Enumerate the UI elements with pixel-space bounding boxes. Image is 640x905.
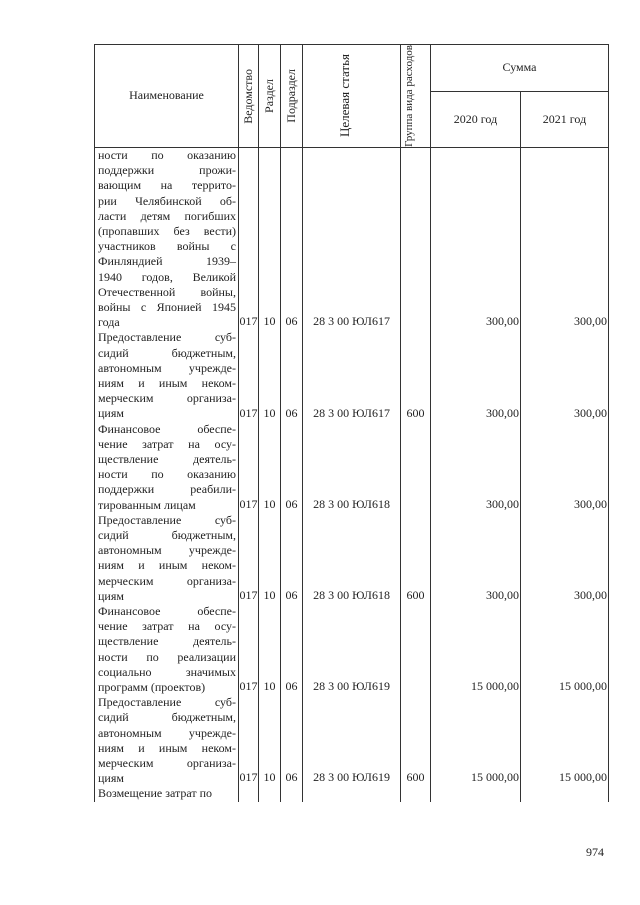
- row-tselevaya: 28 3 00 ЮЛ618: [303, 513, 401, 604]
- row-name: [95, 147, 239, 330]
- header-vedomstvo: Ведомство: [239, 45, 259, 148]
- row-gruppa: [401, 422, 431, 513]
- row-sum-2020: 15 000,00: [431, 695, 521, 786]
- row-sum-2021: 15 000,00: [521, 695, 609, 786]
- row-gruppa: [401, 604, 431, 695]
- row-tselevaya: 28 3 00 ЮЛ617: [303, 330, 401, 421]
- row-name-line: (пропавших без вести): [98, 223, 236, 238]
- row-razdel: 10: [259, 604, 281, 695]
- row-name-line: ниям и иным неком-: [98, 375, 236, 390]
- row-razdel: 10: [259, 147, 281, 330]
- row-sum-2021: [521, 786, 609, 801]
- row-name-line: Отечественной войны,: [98, 284, 236, 299]
- row-vedomstvo: 017: [239, 513, 259, 604]
- row-name: [95, 604, 239, 695]
- row-name-line: циям: [98, 588, 124, 603]
- row-name-line: войны с Японией 1945: [98, 299, 236, 314]
- row-gruppa: 600: [401, 695, 431, 786]
- table-row: [95, 786, 609, 801]
- row-name-line: Финансовое обеспе-: [98, 421, 236, 436]
- row-vedomstvo: 017: [239, 422, 259, 513]
- row-podrazdel: 06: [281, 422, 303, 513]
- row-name-line: сидий бюджетным,: [98, 345, 236, 360]
- row-name: [95, 695, 239, 786]
- budget-table: [94, 44, 609, 802]
- table-row: [95, 422, 609, 513]
- row-name-line: сидий бюджетным,: [98, 528, 236, 542]
- row-name-line: вающим на террито-: [98, 178, 236, 193]
- row-razdel: 10: [259, 695, 281, 786]
- row-name-line: Предоставление суб-: [98, 695, 236, 710]
- row-name-line: чение затрат на осу-: [98, 436, 236, 451]
- row-name-line: ности по оказанию: [98, 467, 236, 482]
- header-year-2020: 2020 год: [431, 91, 521, 147]
- row-vedomstvo: [239, 786, 259, 801]
- header-gruppa: Группа вида расходов: [401, 45, 431, 148]
- row-name-line: ществление деятель-: [98, 451, 236, 466]
- row-name-line: мерческим организа-: [98, 756, 236, 771]
- table-row: [95, 330, 609, 421]
- row-razdel: 10: [259, 422, 281, 513]
- row-name-line: социально значимых: [98, 664, 236, 679]
- row-podrazdel: [281, 786, 303, 801]
- row-name-line: ниям и иным неком-: [98, 558, 236, 573]
- row-gruppa: [401, 786, 431, 801]
- row-vedomstvo: 017: [239, 147, 259, 330]
- row-name-line: автономным учрежде-: [98, 360, 236, 375]
- row-sum-2021: 300,00: [521, 422, 609, 513]
- row-tselevaya: [303, 786, 401, 801]
- row-name-line: рии Челябинской об-: [98, 193, 236, 208]
- row-name-line: мерческим организа-: [98, 573, 236, 588]
- row-sum-2020: 300,00: [431, 330, 521, 421]
- row-sum-2020: 300,00: [431, 513, 521, 604]
- row-name-line: ниям и иным неком-: [98, 740, 236, 755]
- row-sum-2020: 15 000,00: [431, 604, 521, 695]
- row-sum-2020: 300,00: [431, 147, 521, 330]
- row-podrazdel: 06: [281, 330, 303, 421]
- row-gruppa: 600: [401, 513, 431, 604]
- row-name-line: Возмещение затрат по: [98, 786, 213, 801]
- row-sum-2021: 300,00: [521, 330, 609, 421]
- row-name-line: поддержки реабили-: [98, 482, 236, 497]
- page-number: 974: [586, 845, 604, 859]
- row-name-line: программ (проектов): [98, 680, 206, 695]
- row-sum-2021: 300,00: [521, 147, 609, 330]
- row-name-line: Финляндией 1939–: [98, 254, 236, 269]
- row-name-line: года: [98, 315, 120, 330]
- row-name-line: Финансовое обеспе-: [98, 604, 236, 619]
- table-row: [95, 604, 609, 695]
- row-name: [95, 330, 239, 421]
- row-razdel: 10: [259, 330, 281, 421]
- row-gruppa: [401, 147, 431, 330]
- row-vedomstvo: 017: [239, 604, 259, 695]
- row-podrazdel: 06: [281, 604, 303, 695]
- row-name-line: автономным учрежде-: [98, 543, 236, 558]
- row-name-line: чение затрат на осу-: [98, 619, 236, 634]
- header-podrazdel: Подраздел: [281, 45, 303, 148]
- row-name-line: ности по реализации: [98, 649, 236, 664]
- row-name: [95, 422, 239, 513]
- row-name-line: циям: [98, 771, 124, 786]
- row-name-line: поддержки прожи-: [98, 163, 236, 178]
- table-row: [95, 695, 609, 786]
- row-tselevaya: 28 3 00 ЮЛ619: [303, 604, 401, 695]
- row-name-line: ществление деятель-: [98, 634, 236, 649]
- row-name-line: сидий бюджетным,: [98, 710, 236, 725]
- row-podrazdel: 06: [281, 513, 303, 604]
- row-name-line: Предоставление суб-: [98, 512, 236, 527]
- header-tselevaya: Целевая статья: [303, 45, 401, 148]
- row-razdel: [259, 786, 281, 801]
- row-sum-2020: 300,00: [431, 422, 521, 513]
- row-name-line: тированным лицам: [98, 497, 196, 512]
- row-sum-2021: 15 000,00: [521, 604, 609, 695]
- row-gruppa: 600: [401, 330, 431, 421]
- row-name-line: ласти детям погибших: [98, 208, 236, 223]
- header-razdel: Раздел: [259, 45, 281, 148]
- row-sum-2020: [431, 786, 521, 801]
- row-name: [95, 786, 239, 801]
- row-tselevaya: 28 3 00 ЮЛ619: [303, 695, 401, 786]
- row-tselevaya: 28 3 00 ЮЛ617: [303, 147, 401, 330]
- row-name: [95, 513, 239, 604]
- header-year-2021: 2021 год: [521, 91, 609, 147]
- row-name-line: мерческим организа-: [98, 391, 236, 406]
- row-tselevaya: 28 3 00 ЮЛ618: [303, 422, 401, 513]
- header-name: Наименование: [95, 45, 239, 148]
- row-razdel: 10: [259, 513, 281, 604]
- header-summa: Сумма: [431, 45, 609, 92]
- row-name-line: автономным учрежде-: [98, 725, 236, 740]
- row-name-line: ности по оказанию: [98, 147, 236, 162]
- table-row: [95, 147, 609, 330]
- row-name-line: Предоставление суб-: [98, 330, 236, 345]
- row-name-line: 1940 годов, Великой: [98, 269, 236, 284]
- row-podrazdel: 06: [281, 695, 303, 786]
- table-body: [95, 147, 609, 801]
- row-vedomstvo: 017: [239, 695, 259, 786]
- row-name-line: участников войны с: [98, 239, 236, 254]
- row-name-line: циям: [98, 406, 124, 421]
- row-sum-2021: 300,00: [521, 513, 609, 604]
- row-vedomstvo: 017: [239, 330, 259, 421]
- table-row: [95, 513, 609, 604]
- row-podrazdel: 06: [281, 147, 303, 330]
